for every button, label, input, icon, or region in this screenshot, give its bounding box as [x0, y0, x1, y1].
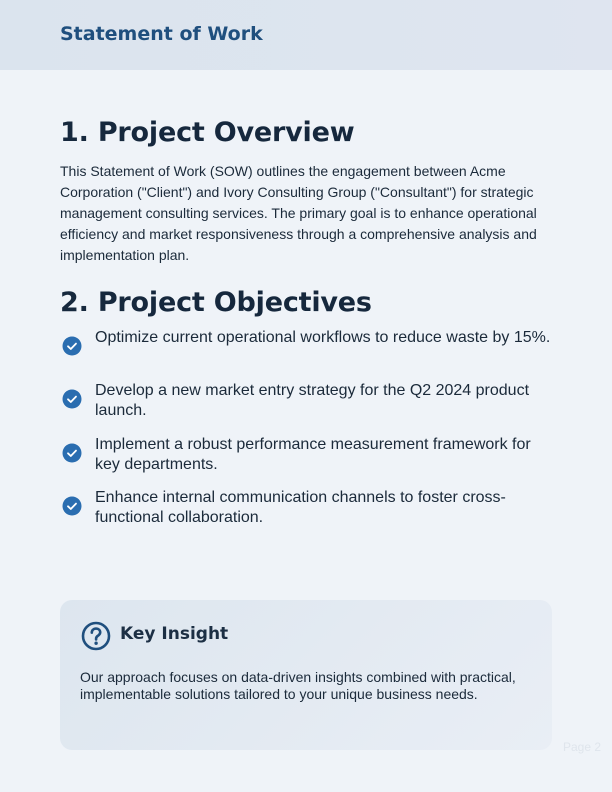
- overview-paragraph: This Statement of Work (SOW) outlines the engagement between Acme Corporation ("Client") and Ivory Consulting Group ("Consultant") for strategic management consulting services. The primary goal is to enhance operational efficiency and market responsiveness through a comprehensive analysis and implementation plan.: [60, 163, 537, 263]
- check-circle-icon: [62, 496, 82, 516]
- check-circle-icon: [62, 336, 82, 356]
- document-header: [0, 0, 612, 70]
- document-title: Statement of Work: [60, 23, 263, 45]
- insight-body: Our approach focuses on data-driven insights combined with practical, implementable solutions tailored to your unique business needs.: [80, 669, 516, 702]
- check-circle-icon: [62, 389, 82, 409]
- objectives-heading: 2. Project Objectives: [60, 287, 372, 318]
- question-circle-icon: [81, 621, 111, 651]
- objective-text: Optimize current operational workflows to reduce waste by 15%.: [95, 329, 551, 346]
- insight-title: Key Insight: [120, 624, 229, 644]
- overview-heading: 1. Project Overview: [60, 117, 355, 148]
- page-number: Page 2: [563, 740, 602, 754]
- check-circle-icon: [62, 443, 82, 463]
- objective-text: Implement a robust performance measurement framework for key departments.: [95, 436, 531, 473]
- key-insight-callout: [60, 600, 552, 750]
- objective-text: Enhance internal communication channels to foster cross-functional collaboration.: [95, 489, 506, 526]
- objective-text: Develop a new market entry strategy for the Q2 2024 product launch.: [95, 382, 530, 419]
